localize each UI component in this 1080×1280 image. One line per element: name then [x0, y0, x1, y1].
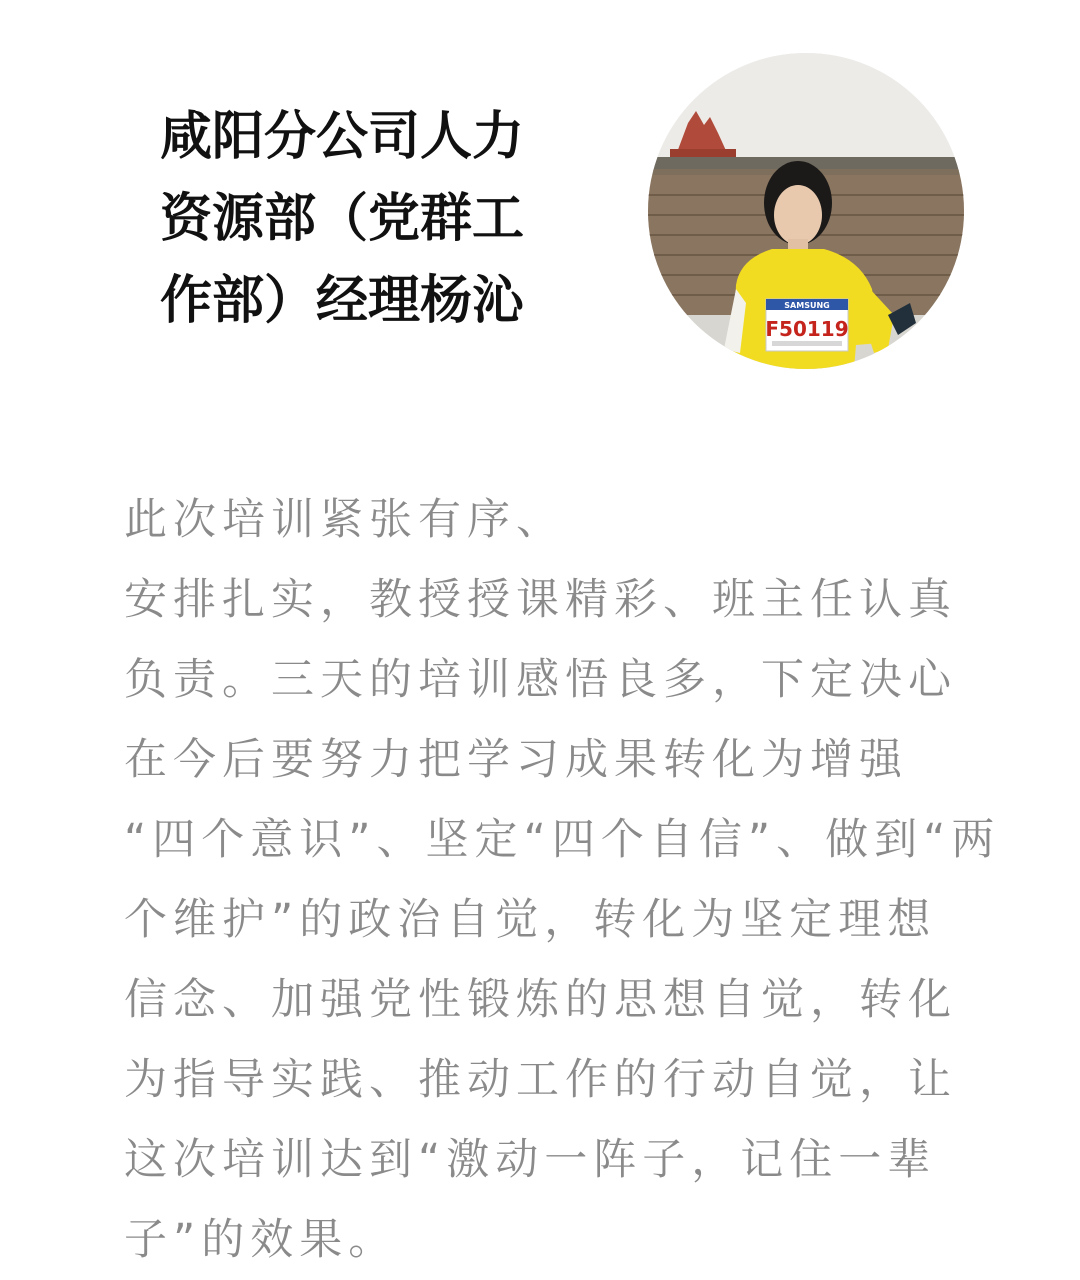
body-line: 这次培训达到“激动一阵子，记住一辈 — [124, 1135, 937, 1185]
body-line: 子”的效果。 — [124, 1215, 398, 1265]
article-body — [124, 480, 1001, 1280]
body-line: 在今后要努力把学习成果转化为增强 — [124, 735, 908, 785]
bib-brand-text: SAMSUNG — [784, 301, 830, 310]
title-line: 咸阳分公司人力 — [160, 107, 525, 167]
body-line: 信念、加强党性锻炼的思想自觉，转化 — [124, 975, 957, 1025]
body-line: 安排扎实，教授授课精彩、班主任认真 — [124, 575, 957, 625]
page-title — [160, 96, 600, 342]
body-line: 负责。三天的培训感悟良多，下定决心 — [124, 655, 957, 705]
portrait-photo — [648, 53, 964, 369]
body-line: “四个意识”、坚定“四个自信”、做到“两 — [124, 815, 1001, 865]
title-line: 作部）经理杨沁 — [160, 271, 525, 331]
body-line: 为指导实践、推动工作的行动自觉，让 — [124, 1055, 957, 1105]
bib-number-text: F50119 — [765, 317, 849, 341]
body-line: 个维护”的政治自觉，转化为坚定理想 — [124, 895, 937, 945]
title-line: 资源部（党群工 — [160, 189, 525, 249]
body-line: 此次培训紧张有序、 — [124, 495, 565, 545]
